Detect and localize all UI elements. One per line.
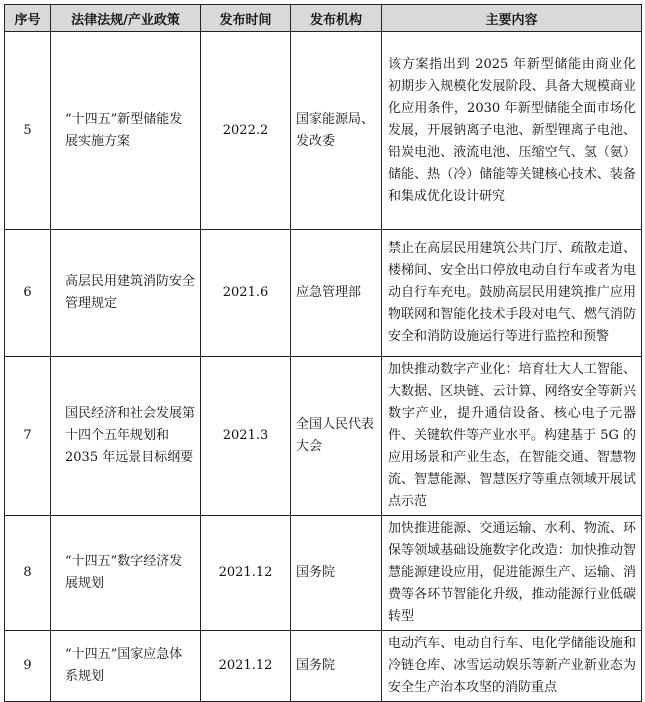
row-content: 禁止在高层民用建筑公共门厅、疏散走道、楼梯间、安全出口停放电动自行车或者为电动自行车充电。鼓励高层民用建筑推广应用物联网和智能化技术手段对电气、燃气消防安全和消防设施运行等进行监控和预警 xyxy=(382,230,642,357)
row-policy: “十四五”国家应急体系规划 xyxy=(51,631,201,702)
row-date: 2021.12 xyxy=(201,631,291,702)
row-index: 5 xyxy=(5,32,51,230)
row-index: 7 xyxy=(5,357,51,516)
row-index: 6 xyxy=(5,230,51,357)
row-agency: 应急管理部 xyxy=(291,230,382,357)
table-row xyxy=(5,516,642,631)
row-policy: 国民经济和社会发展第十四个五年规划和 2035 年远景目标纲要 xyxy=(51,357,201,516)
header-index: 序号 xyxy=(5,5,51,32)
table-row xyxy=(5,230,642,357)
row-agency: 国务院 xyxy=(291,631,382,702)
row-agency: 全国人民代表大会 xyxy=(291,357,382,516)
table-header-row xyxy=(5,5,642,32)
row-date: 2021.12 xyxy=(201,516,291,631)
policy-table xyxy=(4,4,642,702)
table-row xyxy=(5,631,642,702)
row-content: 该方案指出到 2025 年新型储能由商业化初期步入规模化发展阶段、具备大规模商业化应用条件，2030 年新型储能全面市场化发展，开展钠离子电池、新型锂离子电池、铅炭电池、液流电池、压缩空气、氢（氨）储能、热（冷）储能等关键核心技术、装备和集成优化设计研究 xyxy=(382,32,642,230)
row-date: 2021.6 xyxy=(201,230,291,357)
header-content: 主要内容 xyxy=(382,5,642,32)
header-date: 发布时间 xyxy=(201,5,291,32)
row-content: 加快推进能源、交通运输、水利、物流、环保等领域基础设施数字化改造：加快推动智慧能源建设应用，促进能源生产、运输、消费等各环节智能化升级，推动能源行业低碳转型 xyxy=(382,516,642,631)
header-agency: 发布机构 xyxy=(291,5,382,32)
row-content: 加快推动数字产业化：培育壮大人工智能、大数据、区块链、云计算、网络安全等新兴数字产业，提升通信设备、核心电子元器件、关键软件等产业水平。构建基于 5G 的应用场景和产业生态，在智能交通、智慧物流、智慧能源、智慧医疗等重点领域开展试点示范 xyxy=(382,357,642,516)
header-policy: 法律法规/产业政策 xyxy=(51,5,201,32)
row-index: 9 xyxy=(5,631,51,702)
row-date: 2021.3 xyxy=(201,357,291,516)
row-agency: 国家能源局、发改委 xyxy=(291,32,382,230)
row-policy: “十四五”新型储能发展实施方案 xyxy=(51,32,201,230)
row-policy: “十四五”数字经济发展规划 xyxy=(51,516,201,631)
table-row xyxy=(5,357,642,516)
row-policy: 高层民用建筑消防安全管理规定 xyxy=(51,230,201,357)
row-index: 8 xyxy=(5,516,51,631)
row-date: 2022.2 xyxy=(201,32,291,230)
row-content: 电动汽车、电动自行车、电化学储能设施和冷链仓库、冰雪运动娱乐等新产业新业态为安全生产治本攻坚的消防重点 xyxy=(382,631,642,702)
table-row xyxy=(5,32,642,230)
row-agency: 国务院 xyxy=(291,516,382,631)
